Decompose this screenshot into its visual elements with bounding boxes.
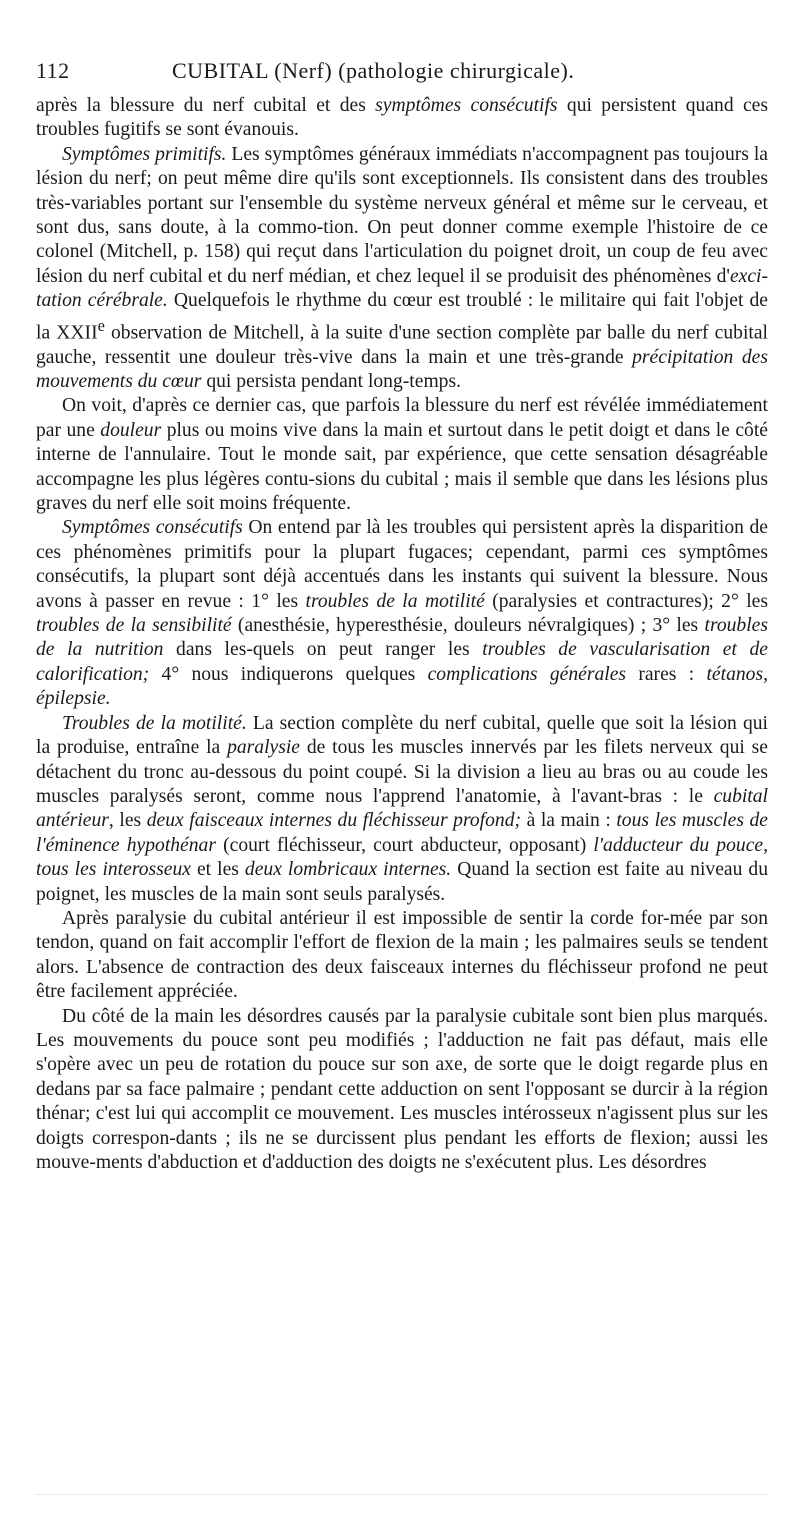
- italic-text: paralysie: [227, 737, 300, 759]
- text-run: (court fléchisseur, court abducteur, opposant): [215, 834, 594, 856]
- text-run: qui persistent quand ces troubles fugitifs se sont évanouis.: [36, 95, 768, 141]
- text-run: Quand la section est faite au niveau du poignet, les muscles de la main sont seuls paralysés.: [36, 859, 769, 905]
- paragraph: [36, 907, 768, 1005]
- italic-text: exci-tation cérébrale.: [36, 265, 768, 312]
- paragraph: [36, 712, 768, 907]
- italic-text: tétanos, épilepsie.: [36, 663, 768, 710]
- italic-text: tous les muscles de l'éminence hypothénar: [36, 810, 769, 856]
- running-head: CUBITAL (Nerf) (pathologie chirurgicale).: [172, 58, 575, 83]
- page-bottom-marks: [36, 1494, 768, 1501]
- text-run: de tous les muscles innervés par les filets nerveux qui se détachent du tronc au-dessous du point coupé. Si la division a lieu au bras ou au coude les muscles paralysés seront, comme nous l'apprend l'anatomie, à l'avant-bras : le: [36, 737, 768, 807]
- italic-text: douleur: [100, 419, 162, 441]
- paragraph: [36, 516, 768, 711]
- paragraph: [36, 1005, 768, 1176]
- italic-text: troubles de la nutrition: [36, 615, 768, 661]
- italic-text: précipitation des mouvements du cœur: [36, 346, 768, 392]
- paragraph: [36, 94, 768, 143]
- paragraph: [36, 394, 768, 516]
- text-run: Après paralysie du cubital antérieur il est impossible de sentir la corde for-mée par son tendon, quand on fait accomplir l'effort de flexion de la main ; les palmaires seuls se tendent alors. L'absence de contraction des deux faisceaux internes du fléchisseur profond ne peut être facilement appréciée.: [36, 907, 768, 1003]
- italic-text: Symptômes primitifs.: [62, 143, 227, 165]
- text-run: Du côté de la main les désordres causés par la paralysie cubitale sont bien plus marqués. Les mouvements du pouce sont peu modifiés ; l'adduction ne fait pas défaut, mais elle s'opère avec un peu de rotation du pouce sur son axe, de sorte que le doigt regarde plus en dedans par sa face palmaire ; pendant cette adduction on sent l'opposant se durcir à la région thénar; c'est lui qui accomplit ce mouvement. Les muscles intérosseux n'agissent plus sur les doigts correspon-dants ; ils ne se durcissent plus pendant les efforts de flexion; aussi les mouve-ments d'abduction et d'adduction des doigts ne s'exécutent plus. Les désordres: [36, 1005, 768, 1173]
- page-header: [36, 58, 768, 94]
- text-run: On voit, d'après ce dernier cas, que parfois la blessure du nerf est révélée immédiatement par une: [36, 395, 768, 441]
- text-run: On entend par là les troubles qui persistent après la disparition de ces phénomènes primitifs pour la plupart fugaces; cependant, parmi ces symptômes consécutifs, la plupart sont déjà accentués dans les instants qui suivent la blessure. Nous avons à passer en revue : 1° les: [36, 517, 768, 612]
- italic-text: Symptômes consécutifs: [62, 517, 243, 539]
- text-run: La section complète du nerf cubital, quelle que soit la lésion qui la produise, entraîne la: [36, 712, 768, 759]
- italic-text: deux faisceaux internes du fléchisseur profond;: [146, 810, 522, 832]
- paragraph: [36, 143, 768, 395]
- italic-text: l'adducteur du pouce, tous les interosseux: [36, 834, 768, 881]
- italic-text: troubles de la sensibilité: [36, 615, 232, 637]
- italic-text: complications générales: [427, 663, 627, 685]
- italic-text: troubles de la motilité: [305, 590, 485, 612]
- text-run: après la blessure du nerf cubital et des: [36, 95, 376, 116]
- text-run: observation de Mitchell, à la suite d'une section complète par balle du nerf cubital gauche, ressentit une douleur très-vive dans la main et une très-grande: [36, 322, 768, 368]
- italic-text: troubles de vascularisation et de calorification;: [36, 639, 768, 685]
- text-run: 4° nous indiquerons quelques: [149, 663, 428, 685]
- page-number: 112: [36, 58, 70, 83]
- italic-text: Troubles de la motilité.: [62, 712, 247, 734]
- italic-text: deux lombricaux internes.: [244, 859, 452, 881]
- text-run: dans les-quels on peut ranger les: [163, 639, 483, 661]
- italic-text: cubital antérieur: [36, 785, 768, 832]
- superscript-text: e: [97, 315, 105, 335]
- text-run: (paralysies et contractures); 2° les: [484, 590, 768, 612]
- text-run: (anesthésie, hyperesthésie, douleurs névralgiques) ; 3° les: [231, 615, 705, 637]
- text-run: Les symptômes généraux immédiats n'accompagnent pas toujours la lésion du nerf; on peut même dire qu'ils sont exceptionnels. Ils consistent dans des troubles très-variables portant sur l'ensemble du système nerveux général et même sur le cerveau, et sont dus, sans doute, à la commo-tion. On peut donner comme exemple l'histoire de ce colonel (Mitchell, p. 158) qui reçut dans l'articulation du poignet droit, un coup de feu avec lésion du nerf cubital et du nerf médian, et chez lequel il se produisit des phénomènes d': [36, 143, 768, 287]
- text-run: Quelquefois le rhythme du cœur est troublé : le militaire qui fait l'objet de la XXII: [36, 290, 769, 344]
- italic-text: symptômes consécutifs: [375, 95, 558, 116]
- text-run: et les: [190, 859, 245, 881]
- text-run: rares :: [626, 663, 707, 685]
- text-run: , les: [108, 810, 147, 832]
- text-run: qui persista pendant long-temps.: [201, 371, 462, 392]
- body-text: [36, 94, 768, 1175]
- text-run: à la main :: [521, 810, 617, 832]
- text-run: plus ou moins vive dans la main et surtout dans le petit doigt et dans le côté interne de l'annulaire. Tout le monde sait, par expérience, que cette sensation désagréable accompagne les plus légères contu-sions du cubital ; mais il semble que dans les lésions plus graves du nerf elle soit moins fréquente.: [36, 419, 768, 515]
